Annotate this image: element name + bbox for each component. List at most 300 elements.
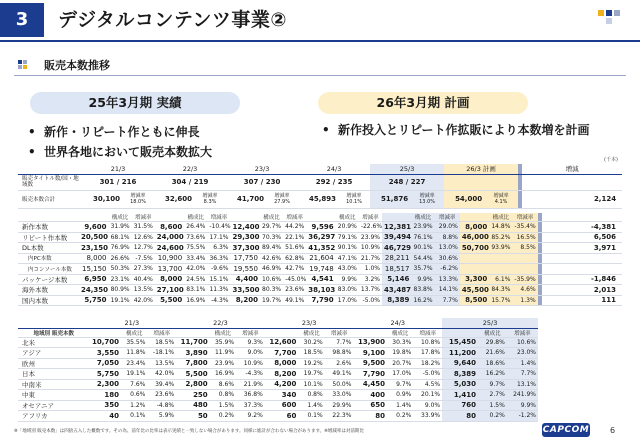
rate-value: -45.0% bbox=[285, 275, 307, 283]
change-value: 6,506 bbox=[542, 232, 622, 243]
share-value: 29.7% bbox=[260, 222, 283, 233]
year-label: 23/3 bbox=[265, 318, 354, 328]
row-label: 内PC本数 bbox=[18, 253, 79, 264]
rate-value: -10.4% bbox=[209, 223, 231, 231]
share-value: 0.2% bbox=[478, 411, 507, 422]
rate-value: -35.9% bbox=[512, 274, 537, 285]
deco-square bbox=[614, 10, 620, 16]
change-value: -1,846 bbox=[542, 274, 622, 285]
rate-value: -22.6% bbox=[360, 223, 382, 231]
units-value: 15,150 bbox=[79, 264, 108, 275]
share-header: 構成比 bbox=[210, 328, 236, 337]
rate-value: 8.3% bbox=[203, 199, 217, 205]
rate-value bbox=[512, 264, 537, 275]
units-value bbox=[460, 253, 489, 264]
region-label: 欧州 bbox=[18, 358, 87, 369]
rate-value: -5.0% bbox=[359, 295, 382, 306]
share-value: 23.1% bbox=[108, 274, 131, 285]
region-header-label: 地域別 販売本数 bbox=[18, 328, 87, 337]
share-value: 0.6% bbox=[121, 390, 147, 401]
region-label: 北米 bbox=[18, 337, 87, 348]
rate-value: 49.1% bbox=[325, 369, 354, 380]
titles-value: 301 / 216 bbox=[82, 174, 154, 190]
rate-value: 30.6% bbox=[435, 253, 460, 264]
share-value: 9.7% bbox=[387, 379, 413, 390]
share-value: 15.7% bbox=[489, 295, 512, 306]
rate-value: 50.0% bbox=[325, 379, 354, 390]
share-value: 73.6% bbox=[184, 232, 207, 243]
rate-value: -4.3% bbox=[236, 369, 265, 380]
rate-value: 10.6% bbox=[507, 337, 538, 348]
share-value: 80.3% bbox=[260, 285, 283, 296]
header-rule bbox=[0, 40, 640, 42]
rate-label: 増減率 bbox=[493, 193, 509, 199]
rate-header: 増減率 bbox=[435, 213, 460, 222]
year-label: 23/3 bbox=[226, 164, 298, 174]
share-value: 16.9% bbox=[184, 295, 207, 306]
share-header: 構成比 bbox=[336, 213, 359, 222]
rate-value: 42.7% bbox=[283, 264, 306, 275]
share-value: 21.6% bbox=[478, 348, 507, 359]
change-value bbox=[542, 253, 622, 264]
share-value: 31.9% bbox=[108, 222, 131, 233]
units-value: 28,211 bbox=[382, 253, 411, 264]
titles-value: 292 / 235 bbox=[298, 174, 370, 190]
rate-value: 33.0% bbox=[325, 390, 354, 401]
units-value: 4,200 bbox=[265, 379, 299, 390]
total-value: 30,100 bbox=[82, 190, 122, 208]
rate-value: 8.8% bbox=[435, 232, 460, 243]
units-value: 27,100 bbox=[156, 285, 184, 294]
rate-value: 22.1% bbox=[283, 232, 306, 243]
units-value: 43,487 bbox=[383, 285, 411, 294]
share-value: 33.4% bbox=[184, 253, 207, 264]
share-value: 83.8% bbox=[411, 285, 434, 296]
units-value: 2,300 bbox=[87, 379, 121, 390]
rate-value: -4.8% bbox=[147, 400, 176, 411]
units-value: 6,950 bbox=[79, 274, 108, 285]
units-value: 24,350 bbox=[81, 285, 109, 294]
rate-value: 13.5% bbox=[132, 285, 155, 296]
share-header: 構成比 bbox=[387, 328, 413, 337]
rate-value: 17.8% bbox=[413, 348, 442, 359]
share-value: 19.7% bbox=[260, 295, 283, 306]
rate-value: 2.6% bbox=[325, 358, 354, 369]
units-value: 5,500 bbox=[155, 295, 184, 306]
units-value: 29,300 bbox=[232, 233, 260, 242]
units-value: 8,000 bbox=[265, 358, 299, 369]
units-value: 8,500 bbox=[460, 295, 489, 306]
rate-value: 10.9% bbox=[236, 358, 265, 369]
deco-square bbox=[606, 18, 612, 24]
rate-value: 9.9% bbox=[507, 400, 538, 411]
share-value: 0.9% bbox=[387, 390, 413, 401]
rate-value: 37.3% bbox=[236, 400, 265, 411]
share-value: 0.8% bbox=[298, 390, 324, 401]
slide-header bbox=[0, 0, 640, 42]
rate-value: 5.9% bbox=[147, 411, 176, 422]
share-value: 68.1% bbox=[108, 232, 131, 243]
units-value: 8,389 bbox=[442, 369, 478, 380]
share-value: 93.9% bbox=[489, 243, 512, 254]
share-value: 30.2% bbox=[298, 337, 324, 348]
breakdown-table bbox=[18, 213, 622, 306]
titles-row bbox=[18, 174, 622, 190]
change-value: 3,971 bbox=[542, 243, 622, 254]
share-value: 0.2% bbox=[210, 411, 236, 422]
share-value: 7.6% bbox=[121, 379, 147, 390]
share-value: 14.8% bbox=[489, 222, 512, 233]
titles-value: 307 / 230 bbox=[226, 174, 298, 190]
units-value: 15,450 bbox=[442, 337, 478, 348]
units-value: 3,890 bbox=[176, 348, 210, 359]
rate-header: 増減率 bbox=[207, 213, 230, 222]
rate-value: 23.0% bbox=[507, 348, 538, 359]
units-value: 8,000 bbox=[460, 222, 489, 233]
share-value: 19.2% bbox=[298, 358, 324, 369]
units-value: 8,600 bbox=[155, 222, 184, 233]
units-value: 9,596 bbox=[306, 222, 335, 233]
rate-value: 6.3% bbox=[207, 243, 230, 254]
rate-value: 1.4% bbox=[507, 358, 538, 369]
share-value: 42.0% bbox=[184, 264, 207, 275]
units-value: 10,900 bbox=[155, 253, 184, 264]
share-value: 35.7% bbox=[411, 264, 434, 275]
total-change: 2,124 bbox=[522, 190, 622, 208]
share-value: 9.7% bbox=[478, 379, 507, 390]
change-value bbox=[542, 264, 622, 275]
units-value: 41,352 bbox=[308, 243, 336, 252]
rate-value: 3.2% bbox=[359, 274, 382, 285]
rate-label: 増減率 bbox=[202, 193, 218, 199]
share-value: 17.0% bbox=[336, 295, 359, 306]
share-value: 26.4% bbox=[184, 222, 207, 233]
share-value: 9.9% bbox=[336, 274, 359, 285]
share-value: 0.8% bbox=[210, 390, 236, 401]
rate-header: 増減率 bbox=[325, 328, 354, 337]
units-value: 9,100 bbox=[353, 348, 387, 359]
share-value: 89.4% bbox=[260, 243, 283, 254]
rate-value: 33.9% bbox=[413, 411, 442, 422]
region-table bbox=[18, 318, 538, 422]
rate-value: 9.2% bbox=[236, 411, 265, 422]
region-subheader-row bbox=[18, 328, 538, 337]
units-value: 5,750 bbox=[87, 369, 121, 380]
rate-value: 22.3% bbox=[325, 411, 354, 422]
units-value: 8,389 bbox=[382, 295, 411, 306]
rate-value: 12.7% bbox=[132, 243, 155, 254]
rate-value: 29.0% bbox=[435, 222, 460, 233]
share-value: 2.7% bbox=[478, 390, 507, 401]
units-value: 80 bbox=[442, 411, 478, 422]
region-label: アフリカ bbox=[18, 411, 87, 422]
page-number: 6 bbox=[610, 426, 616, 435]
rate-label: 増減率 bbox=[346, 193, 362, 199]
units-value: 4,541 bbox=[306, 274, 335, 285]
rate-value: 9.0% bbox=[236, 348, 265, 359]
table-row bbox=[18, 295, 622, 306]
rate-value: 40.4% bbox=[132, 274, 155, 285]
rate-value: 18.2% bbox=[413, 358, 442, 369]
units-value: 19,550 bbox=[231, 264, 260, 275]
share-header: 構成比 bbox=[411, 213, 434, 222]
units-value: 40 bbox=[87, 411, 121, 422]
units-value: 350 bbox=[87, 400, 121, 411]
rate-value: 62.8% bbox=[283, 253, 306, 264]
table-row bbox=[18, 232, 622, 243]
share-value: 1.4% bbox=[387, 400, 413, 411]
share-value: 11.8% bbox=[121, 348, 147, 359]
share-value: 19.8% bbox=[387, 348, 413, 359]
year-label: 25/3 bbox=[442, 318, 538, 328]
plan-bullets bbox=[322, 120, 590, 140]
table-row bbox=[18, 411, 538, 422]
rate-value: 23.6% bbox=[147, 390, 176, 401]
rate-value: 10.9% bbox=[359, 243, 382, 254]
share-value: 16.2% bbox=[411, 295, 434, 306]
rate-value: 39.4% bbox=[147, 379, 176, 390]
units-value: 23,150 bbox=[81, 243, 109, 252]
rate-value: -6.2% bbox=[435, 264, 460, 275]
table-row bbox=[18, 369, 538, 380]
year-label: 22/3 bbox=[176, 318, 265, 328]
titles-value: 248 / 227 bbox=[370, 174, 444, 190]
rate-value: -5.0% bbox=[413, 369, 442, 380]
units-value: 400 bbox=[353, 390, 387, 401]
share-value: 43.0% bbox=[336, 264, 359, 275]
change-value: 111 bbox=[542, 295, 622, 306]
total-value: 54,000 bbox=[444, 190, 484, 208]
units-value: 10,700 bbox=[87, 337, 121, 348]
rate-value: 29.9% bbox=[325, 400, 354, 411]
units-value: 38,103 bbox=[308, 285, 336, 294]
change-header: 増減 bbox=[522, 164, 622, 174]
rate-value: 1.3% bbox=[512, 295, 537, 306]
region-label: アジア bbox=[18, 348, 87, 359]
capcom-logo: CAPCOM bbox=[542, 425, 590, 435]
row-label: 内コンソール本数 bbox=[18, 264, 79, 275]
year-label: 24/3 bbox=[353, 318, 442, 328]
units-value: 24,000 bbox=[156, 233, 184, 242]
year-label: 22/3 bbox=[154, 164, 226, 174]
rate-value: 49.1% bbox=[283, 295, 306, 306]
share-value: 23.4% bbox=[121, 358, 147, 369]
change-value: -4,381 bbox=[542, 222, 622, 233]
total-value: 32,600 bbox=[154, 190, 194, 208]
page-title: デジタルコンテンツ事業② bbox=[58, 9, 287, 31]
year-header-row bbox=[18, 164, 622, 174]
region-label: 日本 bbox=[18, 369, 87, 380]
share-value: 29.8% bbox=[478, 337, 507, 348]
share-value: 16.9% bbox=[210, 369, 236, 380]
share-header: 構成比 bbox=[184, 213, 207, 222]
rate-value: 13.5% bbox=[147, 358, 176, 369]
units-value: 650 bbox=[353, 400, 387, 411]
share-value: 1.5% bbox=[210, 400, 236, 411]
share-header: 構成比 bbox=[260, 213, 283, 222]
rate-value: 9.3% bbox=[236, 337, 265, 348]
share-value: 9.9% bbox=[411, 274, 434, 285]
units-value: 7,800 bbox=[176, 358, 210, 369]
rate-header: 増減率 bbox=[359, 213, 382, 222]
units-value: 8,000 bbox=[79, 253, 108, 264]
share-value: 6.1% bbox=[489, 274, 512, 285]
units-value: 5,030 bbox=[442, 379, 478, 390]
table-row bbox=[18, 337, 538, 348]
units-value: 5,146 bbox=[382, 274, 411, 285]
share-header: 構成比 bbox=[108, 213, 131, 222]
rate-value: 18.5% bbox=[147, 337, 176, 348]
rate-value: 12.6% bbox=[132, 232, 155, 243]
rate-value: 31.5% bbox=[132, 222, 155, 233]
table-row bbox=[18, 358, 538, 369]
year-label: 26/3 計画 bbox=[444, 164, 518, 174]
units-value: 20,500 bbox=[81, 233, 109, 242]
units-value: 12,381 bbox=[383, 222, 411, 231]
share-value: 76.9% bbox=[108, 243, 131, 254]
share-value: 1.4% bbox=[298, 400, 324, 411]
units-value: 13,700 bbox=[155, 264, 184, 275]
share-value: 16.2% bbox=[478, 369, 507, 380]
share-value: 90.1% bbox=[336, 243, 359, 254]
rate-header: 増減率 bbox=[512, 213, 537, 222]
row-label: DL本数 bbox=[18, 243, 79, 254]
share-value: 35.9% bbox=[210, 337, 236, 348]
rate-value: 13.3% bbox=[435, 274, 460, 285]
units-value: 8,000 bbox=[155, 274, 184, 285]
year-label: 21/3 bbox=[87, 318, 176, 328]
units-value: 5,750 bbox=[79, 295, 108, 306]
share-value: 17.0% bbox=[387, 369, 413, 380]
share-value: 11.9% bbox=[210, 348, 236, 359]
share-value: 35.5% bbox=[121, 337, 147, 348]
footnote: ※「地域別 販売本数」は四捨五入した概数です。その為、前年比の比率は表示実績と一致しない場合があります。同様に総計が合わない場合があります。※増減率は対前期比 bbox=[14, 429, 364, 434]
rate-value: 10.1% bbox=[346, 199, 362, 205]
share-value bbox=[489, 253, 512, 264]
rate-value: 13.0% bbox=[435, 243, 460, 254]
share-value: 85.2% bbox=[489, 232, 512, 243]
row-label: 海外本数 bbox=[18, 285, 79, 296]
share-value: 90.1% bbox=[411, 243, 434, 254]
table-row bbox=[18, 253, 622, 264]
units-value: 24,600 bbox=[156, 243, 184, 252]
rate-value: 51.6% bbox=[283, 243, 306, 254]
share-value: 8.6% bbox=[210, 379, 236, 390]
share-value: 42.6% bbox=[260, 253, 283, 264]
share-value: 0.2% bbox=[387, 411, 413, 422]
share-value: 30.3% bbox=[387, 337, 413, 348]
rate-value: 10.8% bbox=[413, 337, 442, 348]
share-value: 46.9% bbox=[260, 264, 283, 275]
region-year-row bbox=[18, 318, 538, 328]
share-value: 84.3% bbox=[489, 285, 512, 296]
rate-value: -9.6% bbox=[207, 264, 230, 275]
titles-value: 304 / 219 bbox=[154, 174, 226, 190]
share-value: 18.6% bbox=[478, 358, 507, 369]
rate-value: 13.0% bbox=[419, 199, 436, 205]
units-value: 33,500 bbox=[232, 285, 260, 294]
rate-value: -18.1% bbox=[147, 348, 176, 359]
region-label: 中南米 bbox=[18, 379, 87, 390]
results-pill: 25年3月期 実績 bbox=[30, 92, 240, 114]
rate-value: 20.1% bbox=[413, 390, 442, 401]
row-label: 国内本数 bbox=[18, 295, 79, 306]
row-label: 販売本数合計 bbox=[18, 190, 82, 208]
bullet-item: • 新作・リピート作ともに伸長 bbox=[28, 122, 212, 142]
year-label: 25/3 bbox=[370, 164, 444, 174]
table-row bbox=[18, 274, 622, 285]
share-value: 83.1% bbox=[184, 285, 207, 296]
share-value: 0.1% bbox=[121, 411, 147, 422]
rate-value: 7.7% bbox=[325, 337, 354, 348]
units-value: 46,729 bbox=[383, 243, 411, 252]
share-value: 80.9% bbox=[108, 285, 131, 296]
rate-value: 13.7% bbox=[359, 285, 382, 296]
share-value: 47.1% bbox=[336, 253, 359, 264]
share-value: 23.9% bbox=[210, 358, 236, 369]
unit-label: (千本) bbox=[604, 157, 618, 163]
units-value: 7,700 bbox=[265, 348, 299, 359]
rate-value: 4.5% bbox=[413, 379, 442, 390]
units-value: 11,700 bbox=[176, 337, 210, 348]
units-value: 80 bbox=[353, 411, 387, 422]
table-row bbox=[18, 243, 622, 254]
units-value: 60 bbox=[265, 411, 299, 422]
units-value: 12,400 bbox=[232, 222, 260, 231]
rate-value: 23.6% bbox=[283, 285, 306, 296]
rate-label: 増減率 bbox=[419, 193, 435, 199]
share-value: 54.4% bbox=[411, 253, 434, 264]
rate-value: 36.3% bbox=[207, 253, 230, 264]
rate-value: 13.1% bbox=[507, 379, 538, 390]
total-row bbox=[18, 190, 622, 208]
bullet-item: • 新作投入とリピート作拡販により本数増を計画 bbox=[322, 120, 590, 140]
subheader-row bbox=[18, 213, 622, 222]
share-value: 19.1% bbox=[108, 295, 131, 306]
share-value: 19.1% bbox=[121, 369, 147, 380]
units-value bbox=[460, 264, 489, 275]
share-value bbox=[489, 264, 512, 275]
rate-value: -4.3% bbox=[207, 295, 230, 306]
rate-value bbox=[512, 253, 537, 264]
units-value: 3,300 bbox=[460, 274, 489, 285]
section-number-badge: 3 bbox=[0, 3, 44, 37]
share-header: 構成比 bbox=[298, 328, 324, 337]
units-value: 2,800 bbox=[176, 379, 210, 390]
rate-header: 増減率 bbox=[132, 213, 155, 222]
row-label: 新作本数 bbox=[18, 222, 79, 233]
rate-value: 8.5% bbox=[512, 243, 537, 254]
units-value: 8,200 bbox=[231, 295, 260, 306]
rate-value: 17.1% bbox=[207, 232, 230, 243]
rate-header: 増減率 bbox=[283, 213, 306, 222]
share-value: 20.7% bbox=[387, 358, 413, 369]
subsection-icon bbox=[18, 60, 28, 70]
units-value: 12,600 bbox=[265, 337, 299, 348]
table-row bbox=[18, 379, 538, 390]
region-label: オセアニア bbox=[18, 400, 87, 411]
deco-square bbox=[598, 10, 604, 16]
region-label: 中東 bbox=[18, 390, 87, 401]
rate-value: -1.2% bbox=[507, 411, 538, 422]
share-value: 83.0% bbox=[336, 285, 359, 296]
table-row bbox=[18, 285, 622, 296]
change-value: 2,013 bbox=[542, 285, 622, 296]
share-value: 76.1% bbox=[411, 232, 434, 243]
units-value: 7,790 bbox=[306, 295, 335, 306]
rate-header: 増減率 bbox=[413, 328, 442, 337]
rate-value: 4.1% bbox=[494, 199, 508, 205]
